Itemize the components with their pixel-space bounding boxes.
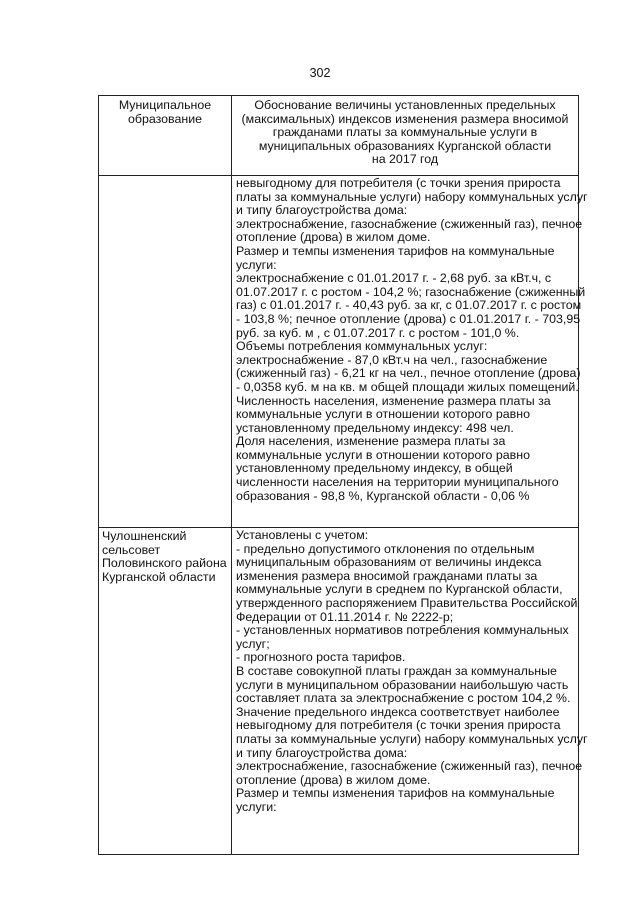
text-line: платы за коммунальные услуги) набору коммунальных услуг: [236, 189, 588, 204]
header-justification-cell: [232, 96, 579, 176]
municipality-line: Чулошненский: [102, 529, 187, 543]
tariff-justification-table: [98, 95, 588, 855]
text-line: электроснабжение - 87,0 кВт.ч на чел., газоснабжение: [236, 352, 548, 367]
text-line: (сжиженный газ) - 6,21 кг на чел., печное отопление (дрова): [236, 366, 581, 381]
header-right-line: (максимальных) индексов изменения размера вносимой: [241, 111, 569, 126]
municipality-cell: [99, 528, 232, 855]
text-line: Объемы потребления коммунальных услуг:: [236, 339, 488, 354]
municipality-cell: [99, 176, 232, 528]
municipality-line: сельсовет: [102, 542, 161, 557]
table-header-row: [99, 96, 579, 176]
text-line: услуги:: [236, 257, 277, 272]
text-line: коммунальные услуги в среднем по Курганской области,: [236, 582, 563, 597]
municipality-line: Половинского района: [102, 556, 227, 571]
text-line: услуги в муниципальном образовании наибольшую часть: [236, 677, 569, 692]
header-municipality-cell: [99, 96, 232, 176]
text-line: установленному предельному индексу: 498 чел.: [236, 420, 514, 435]
text-line: электроснабжение с 01.01.2017 г. - 2,68 руб. за кВт.ч, с: [236, 271, 552, 286]
text-line: Федерации от 01.11.2014 г. № 2222-р;: [236, 609, 454, 624]
text-line: утвержденного распоряжением Правительства Российской: [236, 595, 578, 610]
header-right-line: муниципальных образованиях Курганской области: [258, 138, 552, 153]
text-line: Доля населения, изменение размера платы за: [236, 434, 506, 449]
text-line: и типу благоустройства дома:: [236, 203, 408, 218]
text-line: - установленных нормативов потребления коммунальных: [236, 623, 569, 638]
header-right-line: на 2017 год: [371, 152, 439, 167]
text-line: - предельно допустимого отклонения по отдельным: [236, 541, 535, 556]
text-line: - 0,0358 куб. м на кв. м общей площади жилых помещений.: [236, 379, 579, 394]
text-line: невыгодному для потребителя (с точки зрения прироста: [236, 718, 561, 733]
text-line: В составе совокупной платы граждан за коммунальные: [236, 663, 557, 678]
municipality-line: Курганской области: [102, 569, 216, 584]
text-line: платы за коммунальные услуги) набору коммунальных услуг: [236, 731, 588, 746]
text-line: образования - 98,8 %, Курганской области - 0,06 %: [236, 488, 530, 503]
text-line: коммунальные услуги в отношении которого равно: [236, 447, 530, 462]
text-line: отопление (дрова) в жилом доме.: [236, 230, 431, 245]
text-line: изменения размера вносимой гражданами платы за: [236, 568, 538, 583]
text-line: отопление (дрова) в жилом доме.: [236, 772, 431, 787]
text-line: коммунальные услуги в отношении которого равно: [236, 407, 530, 422]
text-line: муниципальным образованиям от величины индекса: [236, 555, 542, 570]
text-line: Численность населения, изменение размера платы за: [236, 393, 551, 408]
text-line: Размер и темпы изменения тарифов на коммунальные: [236, 243, 555, 258]
text-line: газ) с 01.01.2017 г. - 40,43 руб. за кг, с 01.07.2017 г. с ростом: [236, 298, 582, 313]
table-row: [99, 176, 579, 528]
text-line: 01.07.2017 г. с ростом - 104,2 %; газоснабжение (сжиженный: [236, 284, 586, 299]
justification-cell: [232, 176, 588, 528]
header-left-line: Муниципальное: [118, 98, 212, 112]
header-left-line: образование: [127, 111, 203, 126]
header-right-line: гражданами платы за коммунальные услуги в: [272, 125, 538, 140]
text-line: составляет плата за электроснабжение с ростом 104,2 %.: [236, 691, 571, 706]
justification-cell: [232, 528, 588, 855]
text-line: Значение предельного индекса соответствует наиболее: [236, 704, 560, 719]
text-line: услуги:: [236, 799, 277, 814]
text-line: численности населения на территории муниципального: [236, 475, 559, 490]
header-right-line: Обоснование величины установленных предельных: [254, 98, 556, 112]
text-line: - прогнозного роста тарифов.: [236, 650, 406, 665]
text-line: руб. за куб. м , с 01.07.2017 г. с ростом - 101,0 %.: [236, 325, 520, 340]
text-line: Размер и темпы изменения тарифов на коммунальные: [236, 786, 555, 801]
text-line: электроснабжение, газоснабжение (сжиженный газ), печное: [236, 216, 583, 231]
text-line: Установлены с учетом:: [236, 528, 369, 542]
page-number: 302: [309, 66, 331, 80]
text-line: электроснабжение, газоснабжение (сжиженный газ), печное: [236, 759, 583, 774]
text-line: установленному предельному индексу, в общей: [236, 461, 513, 476]
text-line: невыгодному для потребителя (с точки зрения прироста: [236, 176, 561, 190]
text-line: - 103,8 %; печное отопление (дрова) с 01.01.2017 г. - 703,95: [236, 311, 581, 326]
text-line: и типу благоустройства дома:: [236, 745, 408, 760]
text-line: услуг;: [236, 636, 270, 651]
table-row: [99, 528, 579, 855]
